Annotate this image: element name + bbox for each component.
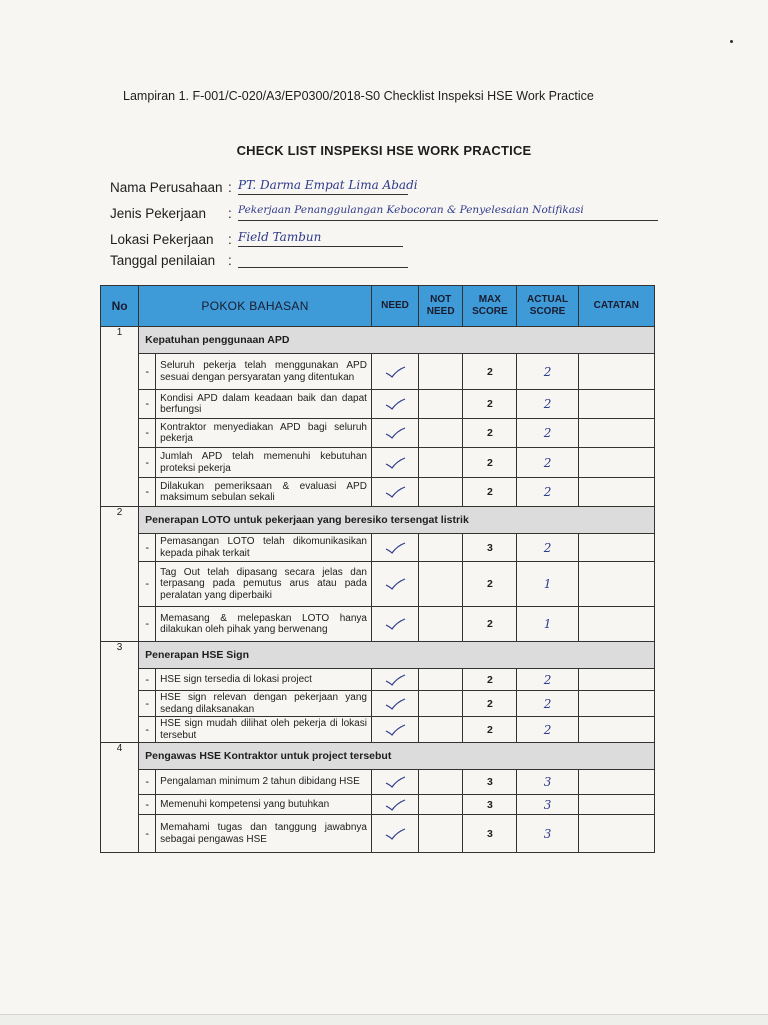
not-need-cell bbox=[419, 795, 463, 815]
max-score-cell: 2 bbox=[463, 717, 517, 743]
actual-score-cell: 2 bbox=[517, 669, 578, 691]
checkmark-icon bbox=[384, 674, 406, 685]
table-row bbox=[101, 390, 655, 419]
header-actual-line1: ACTUAL bbox=[527, 294, 569, 305]
not-need-cell bbox=[419, 478, 463, 507]
company-label: Nama Perusahaan bbox=[110, 180, 223, 195]
item-bullet: - bbox=[139, 448, 156, 478]
need-cell bbox=[371, 770, 418, 795]
section-number: 1 bbox=[101, 327, 139, 507]
need-cell bbox=[371, 390, 418, 419]
max-score-cell: 3 bbox=[463, 815, 517, 853]
not-need-cell bbox=[419, 669, 463, 691]
section-row bbox=[101, 642, 655, 669]
table-row bbox=[101, 795, 655, 815]
table-row bbox=[101, 669, 655, 691]
scan-bottom-edge bbox=[0, 1014, 768, 1025]
not-need-cell bbox=[419, 354, 463, 390]
item-text: HSE sign tersedia di lokasi project bbox=[156, 669, 372, 691]
actual-score-cell: 2 bbox=[517, 390, 578, 419]
catatan-cell bbox=[578, 815, 654, 853]
max-score-cell: 3 bbox=[463, 534, 517, 562]
catatan-cell bbox=[578, 607, 654, 642]
not-need-cell bbox=[419, 562, 463, 607]
item-text: Memahami tugas dan tanggung jawabnya sebagai pengawas HSE bbox=[156, 815, 372, 853]
colon: : bbox=[228, 253, 232, 268]
catatan-cell bbox=[578, 354, 654, 390]
table-row bbox=[101, 478, 655, 507]
not-need-cell bbox=[419, 691, 463, 717]
item-bullet: - bbox=[139, 354, 156, 390]
catatan-cell bbox=[578, 534, 654, 562]
table-row bbox=[101, 770, 655, 795]
catatan-cell bbox=[578, 478, 654, 507]
checklist-table bbox=[100, 285, 655, 853]
date-row bbox=[110, 251, 408, 268]
scan-speck bbox=[730, 40, 733, 43]
not-need-cell bbox=[419, 390, 463, 419]
section-row bbox=[101, 507, 655, 534]
actual-score-cell: 2 bbox=[517, 691, 578, 717]
table-row bbox=[101, 815, 655, 853]
header-no: No bbox=[101, 286, 139, 327]
checkmark-icon bbox=[384, 724, 406, 735]
actual-score-cell: 2 bbox=[517, 717, 578, 743]
table-row bbox=[101, 562, 655, 607]
header-pokok-bahasan: POKOK BAHASAN bbox=[139, 286, 372, 327]
table-row bbox=[101, 691, 655, 717]
not-need-cell bbox=[419, 770, 463, 795]
max-score-cell: 2 bbox=[463, 390, 517, 419]
company-value: PT. Darma Empat Lima Abadi bbox=[238, 178, 408, 195]
section-number: 3 bbox=[101, 642, 139, 743]
catatan-cell bbox=[578, 795, 654, 815]
item-text: Jumlah APD telah memenuhi kebutuhan proteksi pekerja bbox=[156, 448, 372, 478]
not-need-cell bbox=[419, 717, 463, 743]
item-text: Pengalaman minimum 2 tahun dibidang HSE bbox=[156, 770, 372, 795]
table-row bbox=[101, 534, 655, 562]
header-not-need bbox=[419, 286, 463, 327]
colon: : bbox=[228, 206, 232, 221]
checkmark-icon bbox=[384, 428, 406, 439]
company-row bbox=[110, 178, 418, 195]
page-title: CHECK LIST INSPEKSI HSE WORK PRACTICE bbox=[236, 143, 532, 158]
checkmark-icon bbox=[384, 799, 406, 810]
section-number: 4 bbox=[101, 743, 139, 853]
actual-score-cell: 2 bbox=[517, 478, 578, 507]
job-label: Jenis Pekerjaan bbox=[110, 206, 207, 221]
header-actual-line2: SCORE bbox=[529, 306, 566, 317]
checkmark-icon bbox=[384, 457, 406, 468]
item-bullet: - bbox=[139, 419, 156, 448]
date-label: Tanggal penilaian bbox=[110, 253, 216, 268]
header-catatan: CATATAN bbox=[578, 286, 654, 327]
table-body bbox=[101, 327, 655, 853]
checkmark-icon bbox=[384, 542, 406, 553]
actual-score-cell: 1 bbox=[517, 607, 578, 642]
checkmark-icon bbox=[384, 487, 406, 498]
section-title: Kepatuhan penggunaan APD bbox=[139, 327, 655, 354]
checkmark-icon bbox=[384, 777, 406, 788]
actual-score-cell: 1 bbox=[517, 562, 578, 607]
item-bullet: - bbox=[139, 691, 156, 717]
item-bullet: - bbox=[139, 390, 156, 419]
item-text: Seluruh pekerja telah menggunakan APD sesuai dengan persyaratan yang ditentukan bbox=[156, 354, 372, 390]
item-bullet: - bbox=[139, 562, 156, 607]
colon: : bbox=[228, 232, 232, 247]
checkmark-icon bbox=[384, 366, 406, 377]
actual-score-cell: 3 bbox=[517, 795, 578, 815]
actual-score-cell: 3 bbox=[517, 770, 578, 795]
need-cell bbox=[371, 354, 418, 390]
date-value bbox=[238, 251, 408, 268]
table-header-row bbox=[101, 286, 655, 327]
actual-score-cell: 2 bbox=[517, 448, 578, 478]
max-score-cell: 2 bbox=[463, 562, 517, 607]
max-score-cell: 3 bbox=[463, 795, 517, 815]
checkmark-icon bbox=[384, 619, 406, 630]
max-score-cell: 3 bbox=[463, 770, 517, 795]
item-text: HSE sign relevan dengan pekerjaan yang sedang dilaksanakan bbox=[156, 691, 372, 717]
not-need-cell bbox=[419, 534, 463, 562]
not-need-cell bbox=[419, 607, 463, 642]
actual-score-cell: 3 bbox=[517, 815, 578, 853]
item-bullet: - bbox=[139, 607, 156, 642]
header-not-need-line1: NOT bbox=[430, 294, 452, 305]
checkmark-icon bbox=[384, 579, 406, 590]
need-cell bbox=[371, 815, 418, 853]
need-cell bbox=[371, 691, 418, 717]
section-row bbox=[101, 743, 655, 770]
section-row bbox=[101, 327, 655, 354]
job-value: Pekerjaan Penanggulangan Kebocoran & Penyelesaian Notifikasi bbox=[238, 204, 658, 221]
table-row bbox=[101, 607, 655, 642]
header-actual-score bbox=[517, 286, 578, 327]
need-cell bbox=[371, 478, 418, 507]
catatan-cell bbox=[578, 717, 654, 743]
header-need: NEED bbox=[371, 286, 418, 327]
need-cell bbox=[371, 717, 418, 743]
catatan-cell bbox=[578, 390, 654, 419]
need-cell bbox=[371, 795, 418, 815]
section-number: 2 bbox=[101, 507, 139, 642]
item-bullet: - bbox=[139, 534, 156, 562]
table-row bbox=[101, 448, 655, 478]
actual-score-cell: 2 bbox=[517, 419, 578, 448]
header-not-need-line2: NEED bbox=[426, 306, 455, 317]
item-bullet: - bbox=[139, 795, 156, 815]
header-max-score bbox=[463, 286, 517, 327]
location-row bbox=[110, 230, 403, 247]
checkmark-icon bbox=[384, 828, 406, 839]
need-cell bbox=[371, 669, 418, 691]
item-text: Kondisi APD dalam keadaan baik dan dapat berfungsi bbox=[156, 390, 372, 419]
item-text: Memasang & melepaskan LOTO hanya dilakukan oleh pihak yang berwenang bbox=[156, 607, 372, 642]
not-need-cell bbox=[419, 815, 463, 853]
header-max-line1: MAX bbox=[478, 294, 501, 305]
item-text: Kontraktor menyediakan APD bagi seluruh pekerja bbox=[156, 419, 372, 448]
catatan-cell bbox=[578, 562, 654, 607]
catatan-cell bbox=[578, 691, 654, 717]
checkmark-icon bbox=[384, 399, 406, 410]
header-max-line2: SCORE bbox=[472, 306, 508, 317]
checkmark-icon bbox=[384, 698, 406, 709]
max-score-cell: 2 bbox=[463, 607, 517, 642]
actual-score-cell: 2 bbox=[517, 534, 578, 562]
item-text: Dilakukan pemeriksaan & evaluasi APD maksimum sebulan sekali bbox=[156, 478, 372, 507]
job-row bbox=[110, 204, 658, 221]
item-bullet: - bbox=[139, 770, 156, 795]
item-bullet: - bbox=[139, 717, 156, 743]
need-cell bbox=[371, 607, 418, 642]
not-need-cell bbox=[419, 419, 463, 448]
section-title: Pengawas HSE Kontraktor untuk project tersebut bbox=[139, 743, 655, 770]
max-score-cell: 2 bbox=[463, 691, 517, 717]
table-row bbox=[101, 354, 655, 390]
table-row bbox=[101, 419, 655, 448]
catatan-cell bbox=[578, 419, 654, 448]
colon: : bbox=[228, 180, 232, 195]
max-score-cell: 2 bbox=[463, 669, 517, 691]
max-score-cell: 2 bbox=[463, 354, 517, 390]
item-text: Memenuhi kompetensi yang butuhkan bbox=[156, 795, 372, 815]
need-cell bbox=[371, 534, 418, 562]
catatan-cell bbox=[578, 669, 654, 691]
item-bullet: - bbox=[139, 669, 156, 691]
item-bullet: - bbox=[139, 815, 156, 853]
section-title: Penerapan LOTO untuk pekerjaan yang beresiko tersengat listrik bbox=[139, 507, 655, 534]
not-need-cell bbox=[419, 448, 463, 478]
table-row bbox=[101, 717, 655, 743]
actual-score-cell: 2 bbox=[517, 354, 578, 390]
item-text: Pemasangan LOTO telah dikomunikasikan kepada pihak terkait bbox=[156, 534, 372, 562]
need-cell bbox=[371, 562, 418, 607]
max-score-cell: 2 bbox=[463, 448, 517, 478]
location-value: Field Tambun bbox=[238, 230, 403, 247]
item-bullet: - bbox=[139, 478, 156, 507]
catatan-cell bbox=[578, 770, 654, 795]
catatan-cell bbox=[578, 448, 654, 478]
item-text: HSE sign mudah dilihat oleh pekerja di lokasi tersebut bbox=[156, 717, 372, 743]
document-reference: Lampiran 1. F-001/C-020/A3/EP0300/2018-S0 Checklist Inspeksi HSE Work Practice bbox=[123, 89, 594, 103]
need-cell bbox=[371, 419, 418, 448]
item-text: Tag Out telah dipasang secara jelas dan terpasang pada pemutus arus atau pada peralatan yang diperbaiki bbox=[156, 562, 372, 607]
need-cell bbox=[371, 448, 418, 478]
max-score-cell: 2 bbox=[463, 478, 517, 507]
section-title: Penerapan HSE Sign bbox=[139, 642, 655, 669]
location-label: Lokasi Pekerjaan bbox=[110, 232, 214, 247]
max-score-cell: 2 bbox=[463, 419, 517, 448]
